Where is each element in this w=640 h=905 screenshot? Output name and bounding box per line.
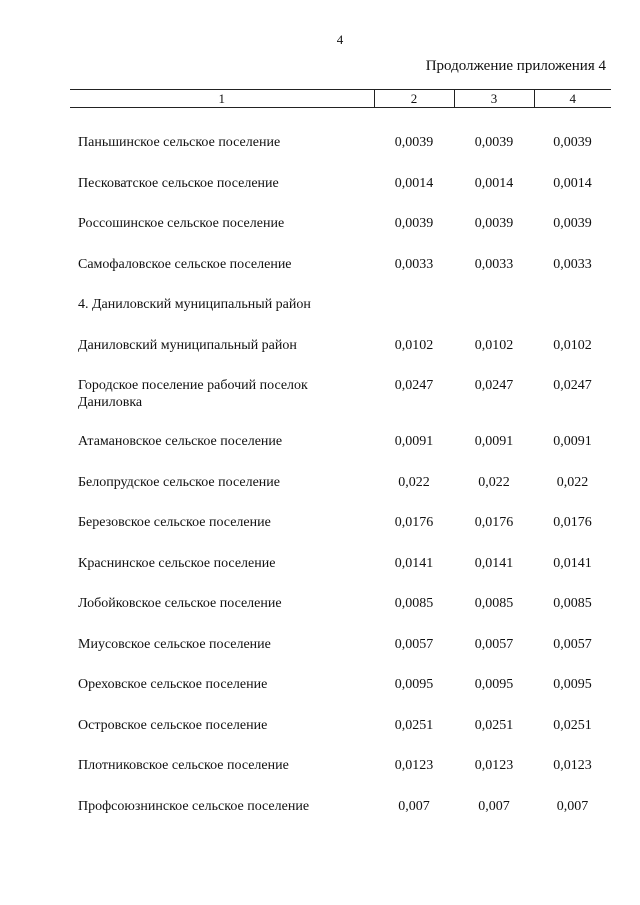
- row-value-col2: 0,0039: [394, 216, 434, 231]
- table-row: [70, 134, 611, 175]
- row-value-col3: 0,0091: [474, 434, 514, 449]
- row-value-col2: 0,0141: [394, 555, 434, 571]
- allocation-table: [70, 89, 611, 838]
- table-row: [70, 474, 611, 515]
- row-value-col3: [454, 296, 534, 337]
- row-value-col2: 0,0176: [394, 515, 434, 530]
- row-value-col3: 0,0057: [474, 636, 514, 652]
- row-value-col3: 0,0102: [474, 337, 514, 353]
- row-name-cell: Лобойковское сельское поселение: [78, 596, 282, 611]
- table-row: [70, 595, 611, 636]
- row-value-col3: 0,0039: [474, 216, 514, 231]
- row-value-col4: 0,0057: [553, 636, 592, 652]
- row-value-col2: 0,0247: [394, 378, 434, 393]
- row-value-col4: 0,0176: [553, 515, 592, 530]
- row-value-col4: 0,0014: [553, 175, 592, 191]
- row-value-col4: 0,0039: [553, 216, 592, 231]
- row-value-col2: 0,007: [398, 798, 430, 814]
- row-name-cell: Россошинское сельское поселение: [78, 216, 285, 231]
- page-number: 4: [336, 32, 344, 47]
- row-name-cell: Атамановское сельское поселение: [78, 434, 283, 449]
- row-name-cell: Миусовское сельское поселение: [78, 636, 271, 652]
- table-row: [70, 296, 611, 337]
- row-value-col2: 0,0123: [394, 758, 434, 773]
- row-value-col4: 0,0247: [553, 378, 592, 393]
- row-value-col3: 0,022: [478, 474, 510, 490]
- row-name-cell: Островское сельское поселение: [78, 717, 268, 733]
- row-value-col3: 0,0014: [474, 175, 514, 191]
- row-name-cell: Паньшинское сельское поселение: [78, 135, 281, 150]
- row-value-col4: 0,0091: [553, 434, 592, 449]
- row-value-col3: 0,0095: [474, 677, 514, 692]
- continuation-caption: Продолжение приложения 4: [425, 58, 606, 74]
- row-name-cell: Краснинское сельское поселение: [78, 555, 276, 571]
- row-name-cell: Профсоюзнинское сельское поселение: [78, 798, 310, 814]
- row-name-cell: 4. Даниловский муниципальный район: [78, 297, 311, 312]
- row-name-cell: Песковатское сельское поселение: [78, 175, 279, 191]
- row-name-cell: Самофаловское сельское поселение: [78, 256, 292, 272]
- header-col-2: 2: [374, 90, 454, 108]
- table-row: [70, 636, 611, 677]
- row-value-col2: 0,0085: [394, 596, 434, 611]
- table-row: [70, 377, 611, 433]
- table-row: [70, 433, 611, 474]
- row-value-col4: 0,0095: [553, 677, 592, 692]
- row-value-col4: 0,0141: [553, 555, 592, 571]
- row-value-col4: 0,0251: [553, 717, 592, 733]
- table-row: [70, 717, 611, 758]
- row-value-col3: 0,0141: [474, 555, 514, 571]
- row-value-col4: 0,0123: [553, 758, 592, 773]
- header-row: [70, 90, 611, 108]
- row-value-col4: [534, 296, 611, 337]
- row-value-col3: 0,0085: [474, 596, 514, 611]
- table-row: [70, 337, 611, 378]
- table-row: [70, 555, 611, 596]
- header-col-3: 3: [454, 90, 534, 108]
- table-row: [70, 757, 611, 798]
- row-value-col4: 0,022: [556, 474, 589, 490]
- row-value-col3: 0,0176: [474, 515, 514, 530]
- row-value-col3: 0,0251: [474, 717, 514, 733]
- table-row: [70, 514, 611, 555]
- row-value-col4: 0,0102: [553, 337, 592, 353]
- table-body: [70, 108, 611, 839]
- row-value-col4: 0,0085: [553, 596, 592, 611]
- row-value-col2: 0,0095: [394, 677, 434, 692]
- row-value-col2: 0,0039: [394, 135, 434, 150]
- table-row: [70, 798, 611, 839]
- row-name-cell: Ореховское сельское поселение: [78, 677, 268, 692]
- row-name-cell: Белопрудское сельское поселение: [78, 474, 280, 490]
- row-value-col2: 0,0102: [394, 337, 434, 353]
- row-value-col3: 0,0123: [474, 758, 514, 773]
- row-value-col3: 0,0033: [474, 256, 514, 272]
- row-value-col2: 0,0033: [394, 256, 434, 272]
- table-row: [70, 676, 611, 717]
- row-value-col2: 0,0057: [394, 636, 434, 652]
- row-value-col4: 0,007: [556, 798, 589, 814]
- row-name-cell: Городское поселение рабочий поселок Даниловка: [78, 378, 308, 410]
- row-value-col2: 0,0014: [394, 175, 434, 191]
- header-col-4: 4: [534, 90, 611, 108]
- table-row: [70, 175, 611, 216]
- row-value-col3: 0,0039: [474, 135, 514, 150]
- row-name-cell: Даниловский муниципальный район: [78, 337, 297, 353]
- row-name-cell: Березовское сельское поселение: [78, 515, 271, 530]
- row-value-col3: 0,0247: [474, 378, 514, 393]
- row-value-col3: 0,007: [478, 798, 510, 814]
- table-row: [70, 256, 611, 297]
- row-value-col2: 0,0251: [394, 717, 434, 733]
- table-row: [70, 215, 611, 256]
- row-name-cell: Плотниковское сельское поселение: [78, 758, 289, 773]
- row-value-col2: 0,022: [398, 474, 430, 490]
- row-value-col2: 0,0091: [394, 434, 434, 449]
- table-header: [70, 90, 611, 108]
- row-value-col4: 0,0039: [553, 135, 592, 150]
- header-col-1: 1: [70, 90, 374, 108]
- table-spacer: [70, 108, 611, 135]
- row-value-col4: 0,0033: [553, 256, 592, 272]
- row-value-col2: [374, 296, 454, 337]
